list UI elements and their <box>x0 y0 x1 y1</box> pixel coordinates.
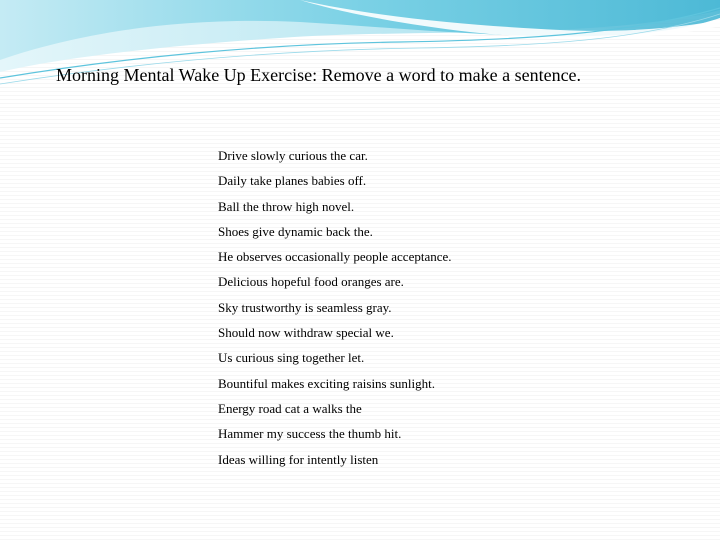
sentence-item: Bountiful makes exciting raisins sunlight. <box>218 375 436 391</box>
sentence-item: He observes occasionally people acceptance. <box>218 249 452 265</box>
sentence-item: Us curious sing together let. <box>218 350 365 366</box>
sentence-item: Ball the throw high novel. <box>218 198 355 214</box>
sentence-item: Shoes give dynamic back the. <box>218 223 373 239</box>
sentence-list <box>218 146 452 475</box>
sentence-item: Sky trustworthy is seamless gray. <box>218 299 392 315</box>
sentence-item: Daily take planes babies off. <box>218 173 367 189</box>
sentence-item: Drive slowly curious the car. <box>218 148 368 163</box>
sentence-item: Hammer my success the thumb hit. <box>218 426 402 442</box>
sentence-item: Ideas willing for intently listen <box>218 451 379 467</box>
slide-title: Morning Mental Wake Up Exercise: Remove a word to make a sentence. <box>56 65 582 85</box>
sentence-item: Should now withdraw special we. <box>218 325 394 341</box>
sentence-item: Energy road cat a walks the <box>218 400 362 416</box>
sentence-item: Delicious hopeful food oranges are. <box>218 274 404 290</box>
